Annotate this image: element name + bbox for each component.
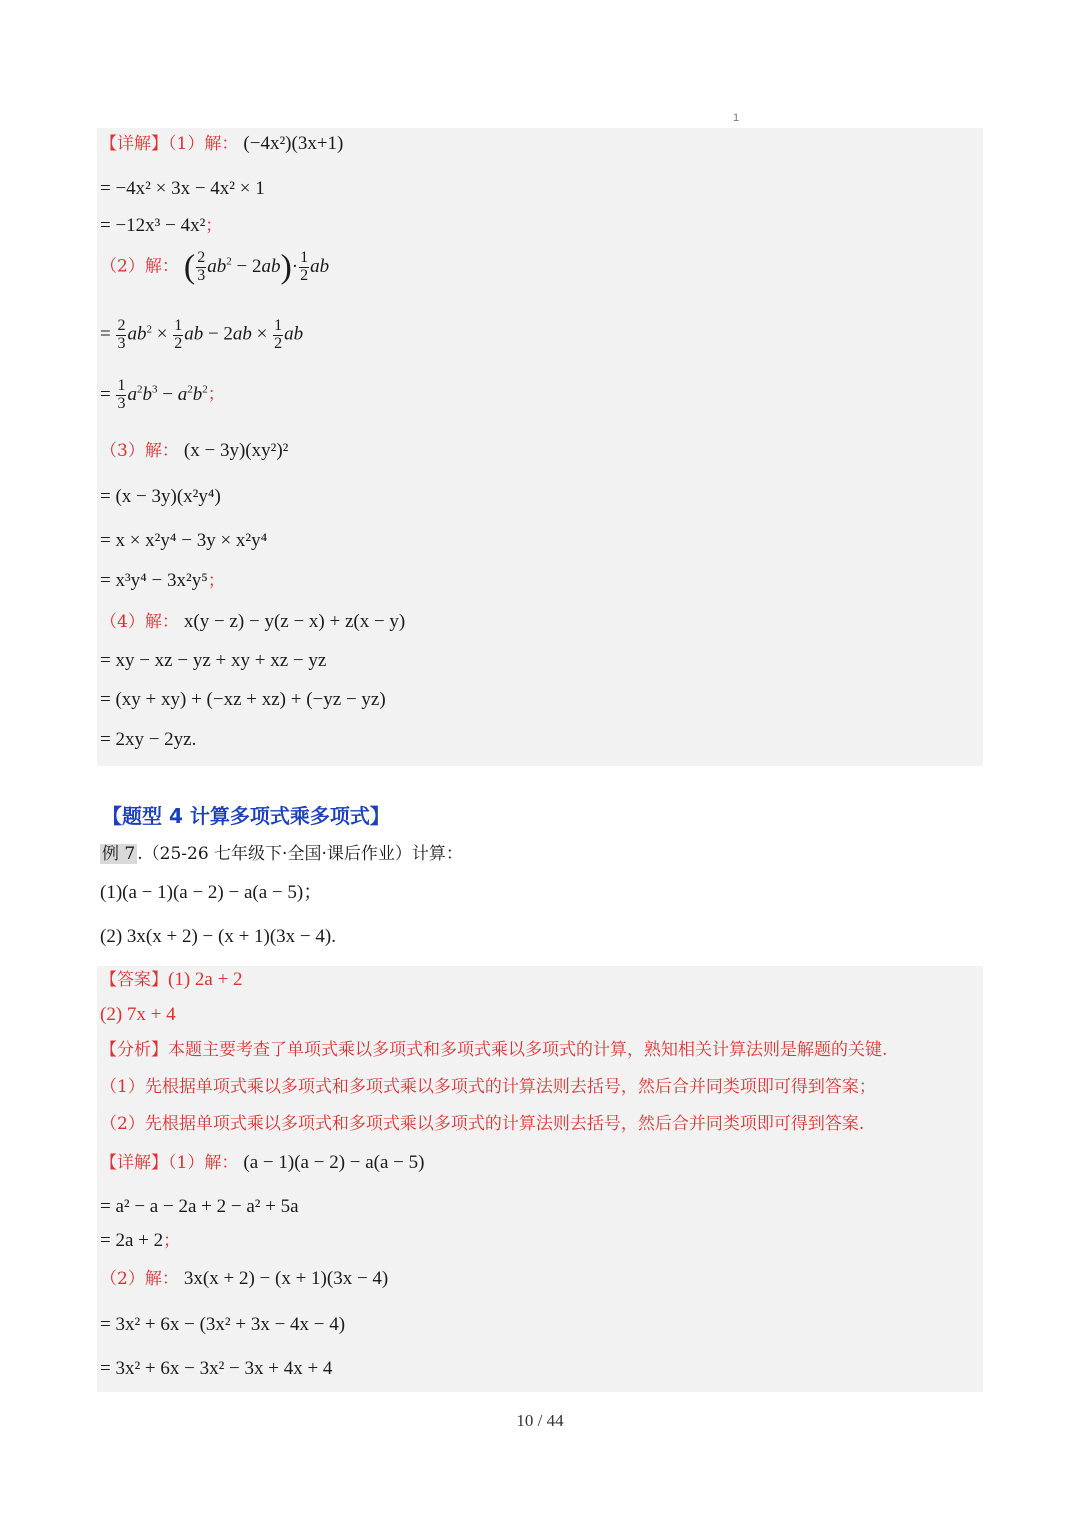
answer-label: 【答案】 — [100, 970, 168, 990]
section-heading: 【题型 4 计算多项式乘多项式】 — [102, 804, 390, 828]
detail1-p4-step1: = xy − xz − yz + xy + xz − yz — [100, 650, 327, 671]
detail1-p3-label: （3）解： — [100, 441, 179, 461]
detail1-label: 【详解】（1）解： — [100, 134, 239, 154]
detail1-p4-line — [100, 611, 405, 634]
detail1-line — [100, 133, 343, 156]
analysis-line — [100, 1040, 887, 1060]
detail2-expr: (a − 1)(a − 2) − a(a − 5) — [243, 1152, 425, 1173]
detail1-p3-step1: = (x − 3y)(x²y⁴) — [100, 486, 221, 507]
detail1-step2-line — [100, 215, 222, 238]
answer-a1: (1) 2a + 2 — [168, 969, 243, 990]
detail1-p3-step2: = x × x²y⁴ − 3y × x²y⁴ — [100, 530, 268, 551]
detail1-p3-expr: (x − 3y)(xy²)² — [183, 440, 289, 461]
detail1-p3-end: ； — [207, 571, 225, 591]
detail2-step2: = 2a + 2 — [100, 1230, 164, 1251]
detail1-p4-label: （4）解： — [100, 612, 179, 632]
detail1-step2-end: ； — [205, 216, 223, 236]
detail1-expr: (−4x²)(3x+1) — [243, 133, 344, 154]
detail2-step2-end: ； — [163, 1231, 181, 1251]
detail2-p2-label: （2）解： — [100, 1269, 179, 1289]
detail2-step2-line — [100, 1230, 180, 1253]
detail2-step1: = a² − a − 2a + 2 − a² + 5a — [100, 1196, 299, 1217]
example7-q1: (1)(a − 1)(a − 2) − a(a − 5)； — [100, 882, 323, 903]
detail1-p3-step3-line — [100, 570, 225, 593]
detail1-p2-step2: = $\frac{1}{3}$ $a^2b^3 - a^2b^2$； — [100, 377, 225, 412]
detail2-p2-step2: = 3x² + 6x − 3x² − 3x + 4x + 4 — [100, 1358, 333, 1379]
example7-source: .（25-26 七年级下·全国·课后作业）计算： — [137, 844, 463, 864]
analysis-text: 本题主要考查了单项式乘以多项式和多项式乘以多项式的计算，熟知相关计算法则是解题的关键. — [168, 1040, 888, 1060]
detail1-p2-line: （2）解： ( $\frac{2}{3}$ $ab^2 - 2ab)\cdot$ $\frac{1}{2}$ ab — [100, 248, 330, 286]
detail2-line — [100, 1152, 424, 1175]
detail1-p4-step2: = (xy + xy) + (−xz + xz) + (−yz − yz) — [100, 689, 386, 710]
detail1-p4-step3-line — [100, 729, 196, 752]
example7-tag: 例 7 — [102, 844, 136, 864]
detail1-p3-step3: = x³y⁴ − 3x²y⁵ — [100, 570, 208, 591]
detail1-p2-label: （2）解： — [100, 256, 179, 277]
analysis-p2: （2）先根据单项式乘以多项式和多项式乘以多项式的计算法则去括号，然后合并同类项即可得到答案. — [100, 1114, 865, 1134]
detail1-p4-step3: = 2xy − 2yz — [100, 729, 192, 750]
detail1-step2: = −12x³ − 4x² — [100, 215, 206, 236]
detail1-p3-line — [100, 440, 288, 463]
example7-line — [100, 844, 463, 864]
detail1-p4-expr: x(y − z) − y(z − x) + z(x − y) — [183, 611, 406, 632]
detail1-p4-end: . — [191, 729, 197, 750]
analysis-p1: （1）先根据单项式乘以多项式和多项式乘以多项式的计算法则去括号，然后合并同类项即可得到答案； — [100, 1077, 876, 1097]
detail2-label: 【详解】（1）解： — [100, 1153, 239, 1173]
detail2-p2-line — [100, 1268, 388, 1291]
detail2-p2-step1: = 3x² + 6x − (3x² + 3x − 4x − 4) — [100, 1314, 346, 1335]
example7-q2: (2) 3x(x + 2) − (x + 1)(3x − 4). — [100, 926, 336, 947]
detail1-step1: = −4x² × 3x − 4x² × 1 — [100, 178, 265, 199]
detail1-p2-end: ； — [207, 384, 225, 405]
corner-mark: 1 — [733, 112, 740, 124]
detail2-p2-expr: 3x(x + 2) − (x + 1)(3x − 4) — [183, 1268, 389, 1289]
answer-a2: (2) 7x + 4 — [100, 1004, 176, 1025]
detail1-p2-step1: = $\frac{2}{3}$ $ab^2$ × $\frac{1}{2}$ ab − 2ab × $\frac{1}{2}$ ab — [100, 317, 304, 352]
answer-line — [100, 969, 243, 992]
page-number: 10 / 44 — [516, 1411, 564, 1430]
analysis-label: 【分析】 — [100, 1040, 168, 1060]
